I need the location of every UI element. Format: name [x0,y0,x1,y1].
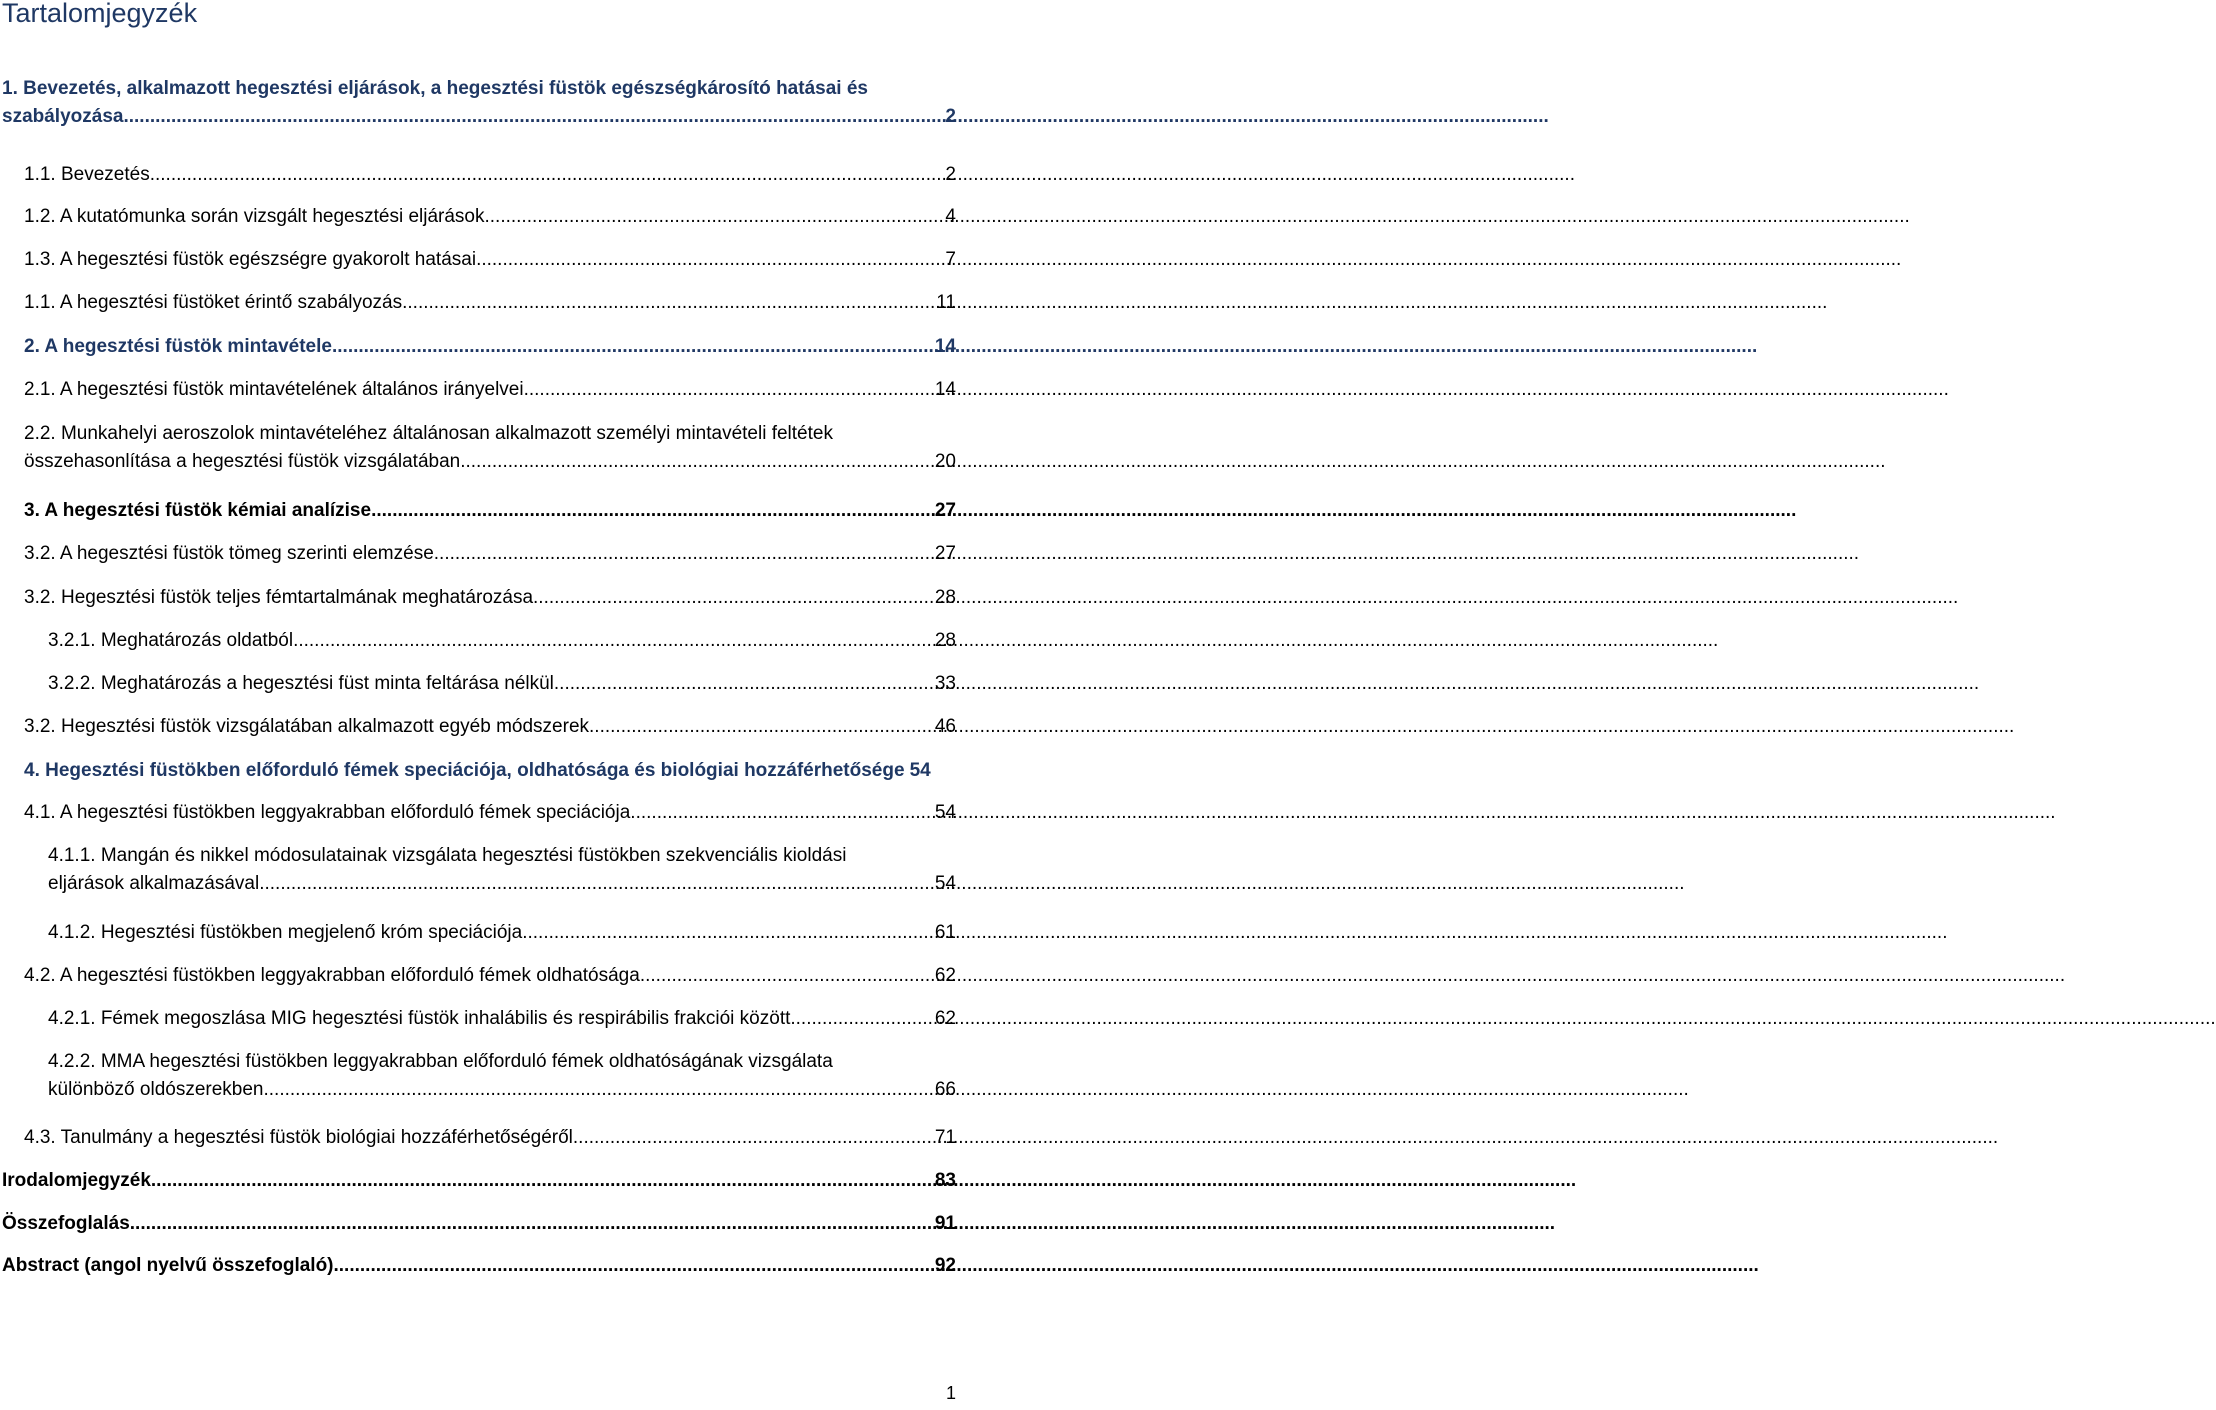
toc-page-number: 33 [934,673,956,694]
toc-page-number: 28 [934,630,956,651]
toc-entry-first-line: 1. Bevezetés, alkalmazott hegesztési eljárások, a hegesztési füstök egészségkárosító hatásai és [2,78,868,99]
toc-entry-3[interactable] [24,497,956,525]
dot-leader [334,1252,933,1280]
dot-leader [524,376,933,404]
toc-page-number: 62 [934,965,956,986]
toc-entry-1-1b[interactable] [24,289,956,317]
toc-entry-4-2-1[interactable] [48,1005,956,1033]
dot-leader [259,870,933,898]
toc-entry-2[interactable] [24,333,956,361]
toc-entry-text: 1.2. A kutatómunka során vizsgált hegesztési eljárások [24,206,485,227]
toc-entry-text: összehasonlítása a hegesztési füstök vizsgálatában [24,451,461,472]
dot-leader [151,1167,933,1195]
toc-page-number: 83 [934,1170,956,1191]
toc-entry-text: 3.2. A hegesztési füstök tömeg szerinti elemzése [24,543,434,564]
toc-page-number: 61 [934,922,956,943]
toc-page-number: 54 [909,760,931,781]
toc-page-number: 27 [934,543,956,564]
toc-entry-3-2[interactable] [24,540,956,568]
toc-page-number: 4 [945,206,956,227]
dot-leader [150,161,944,189]
dot-leader [630,799,933,827]
toc-entry-text: eljárások alkalmazásával [48,873,260,894]
dot-leader [522,919,933,947]
toc-entry-4[interactable] [24,757,956,785]
toc-entry-text: 4.1. A hegesztési füstökben leggyakrabban előforduló fémek speciációja [24,802,631,823]
toc-entry-2-2[interactable] [24,420,956,476]
dot-leader [130,1210,933,1238]
toc-entry-text: 1.1. Bevezetés [24,164,150,185]
toc-page-number: 66 [934,1079,956,1100]
toc-entry-3-2c[interactable] [24,713,956,741]
toc-entry-1-2[interactable] [24,203,956,231]
dot-leader [484,203,943,231]
toc-entry-4-1-2[interactable] [48,919,956,947]
toc-entry-text: 3. A hegesztési füstök kémiai analízise [24,500,372,521]
toc-page-number: 54 [934,873,956,894]
toc-entry-text: Összefoglalás [2,1213,130,1234]
toc-entry-text: szabályozása [2,106,124,127]
dot-leader [123,103,943,131]
dot-leader [293,627,933,655]
page-number: 1 [945,1383,956,1403]
toc-page-number: 46 [934,716,956,737]
dot-leader [371,497,933,525]
toc-page-number: 71 [934,1127,956,1148]
toc-entry-4-3[interactable] [24,1124,956,1152]
toc-entry-text: különböző oldószerekben [48,1079,264,1100]
page-title: Tartalomjegyzék [2,0,198,28]
toc-entry-abstract[interactable] [2,1252,956,1280]
dot-leader [589,713,933,741]
dot-leader [434,540,933,568]
toc-entry-text: Abstract (angol nyelvű összefoglaló) [2,1255,334,1276]
toc-entry-4-1-1[interactable] [48,842,956,898]
toc-entry-osszefoglalas[interactable] [2,1210,956,1238]
toc-entry-1[interactable] [2,75,956,131]
toc-entry-text: 1.3. A hegesztési füstök egészségre gyakorolt hatásai [24,249,477,270]
toc-entry-4-2-2[interactable] [48,1048,956,1104]
dot-leader [264,1076,933,1104]
dot-leader [640,962,933,990]
toc-page-number: 54 [934,802,956,823]
toc-page-number: 7 [945,249,956,270]
toc-entry-first-line: 4.1.1. Mangán és nikkel módosulatainak vizsgálata hegesztési füstökben szekvenciális kioldási [48,845,847,866]
dot-leader [332,333,933,361]
toc-entry-text: 4.3. Tanulmány a hegesztési füstök biológiai hozzáférhetőségéről [24,1127,573,1148]
toc-entry-irodalomjegyzek[interactable] [2,1167,956,1195]
toc-entry-first-line: 4.2.2. MMA hegesztési füstökben leggyakrabban előforduló fémek oldhatóságának vizsgálata [48,1051,833,1072]
dot-leader [533,584,933,612]
toc-entry-text: 3.2.2. Meghatározás a hegesztési füst minta feltárása nélkül [48,673,554,694]
toc-entry-text: 2. A hegesztési füstök mintavétele [24,336,332,357]
toc-entry-text: 3.2. Hegesztési füstök teljes fémtartalmának meghatározása [24,587,534,608]
dot-leader [476,246,943,274]
dot-leader [460,448,933,476]
toc-entry-2-1[interactable] [24,376,956,404]
toc-entry-text: 3.2. Hegesztési füstök vizsgálatában alkalmazott egyéb módszerek [24,716,590,737]
toc-entry-4-2[interactable] [24,962,956,990]
toc-entry-first-line: 2.2. Munkahelyi aeroszolok mintavételéhez általánosan alkalmazott személyi mintavételi feltétek [24,423,833,444]
toc-entry-text: 4. Hegesztési füstökben előforduló fémek speciációja, oldhatósága és biológiai hozzáférhetősége [24,760,905,781]
toc-page-number: 27 [934,500,956,521]
toc-entry-text: 4.2.1. Fémek megoszlása MIG hegesztési füstök inhalábilis és respirábilis frakciói között [48,1008,791,1029]
dot-leader [573,1124,933,1152]
toc-page-number: 11 [936,292,956,313]
toc-entry-4-1[interactable] [24,799,956,827]
toc-page-number: 2 [945,164,956,185]
dot-leader [554,670,933,698]
toc-page-number: 28 [934,587,956,608]
dot-leader [402,289,934,317]
toc-entry-3-2-1[interactable] [48,627,956,655]
dot-leader [790,1005,932,1033]
toc-entry-text: 2.1. A hegesztési füstök mintavételének általános irányelvei [24,379,524,400]
toc-entry-text: 4.1.2. Hegesztési füstökben megjelenő króm speciációja [48,922,523,943]
toc-page-number: 2 [945,106,956,127]
toc-entry-text: Irodalomjegyzék [2,1170,151,1191]
toc-entry-1-3[interactable] [24,246,956,274]
toc-entry-text: 4.2. A hegesztési füstökben leggyakrabban előforduló fémek oldhatósága [24,965,640,986]
toc-entry-3-2-2[interactable] [48,670,956,698]
toc-page-number: 62 [934,1008,956,1029]
toc-entry-1-1[interactable] [24,161,956,189]
toc-page-number: 91 [934,1213,956,1234]
toc-page-number: 14 [934,379,956,400]
toc-entry-text: 3.2.1. Meghatározás oldatból [48,630,294,651]
toc-entry-text: 1.1. A hegesztési füstöket érintő szabályozás [24,292,403,313]
toc-page-number: 14 [934,336,956,357]
toc-page-number: 92 [934,1255,956,1276]
toc-page-number: 20 [934,451,956,472]
toc-entry-3-2b[interactable] [24,584,956,612]
